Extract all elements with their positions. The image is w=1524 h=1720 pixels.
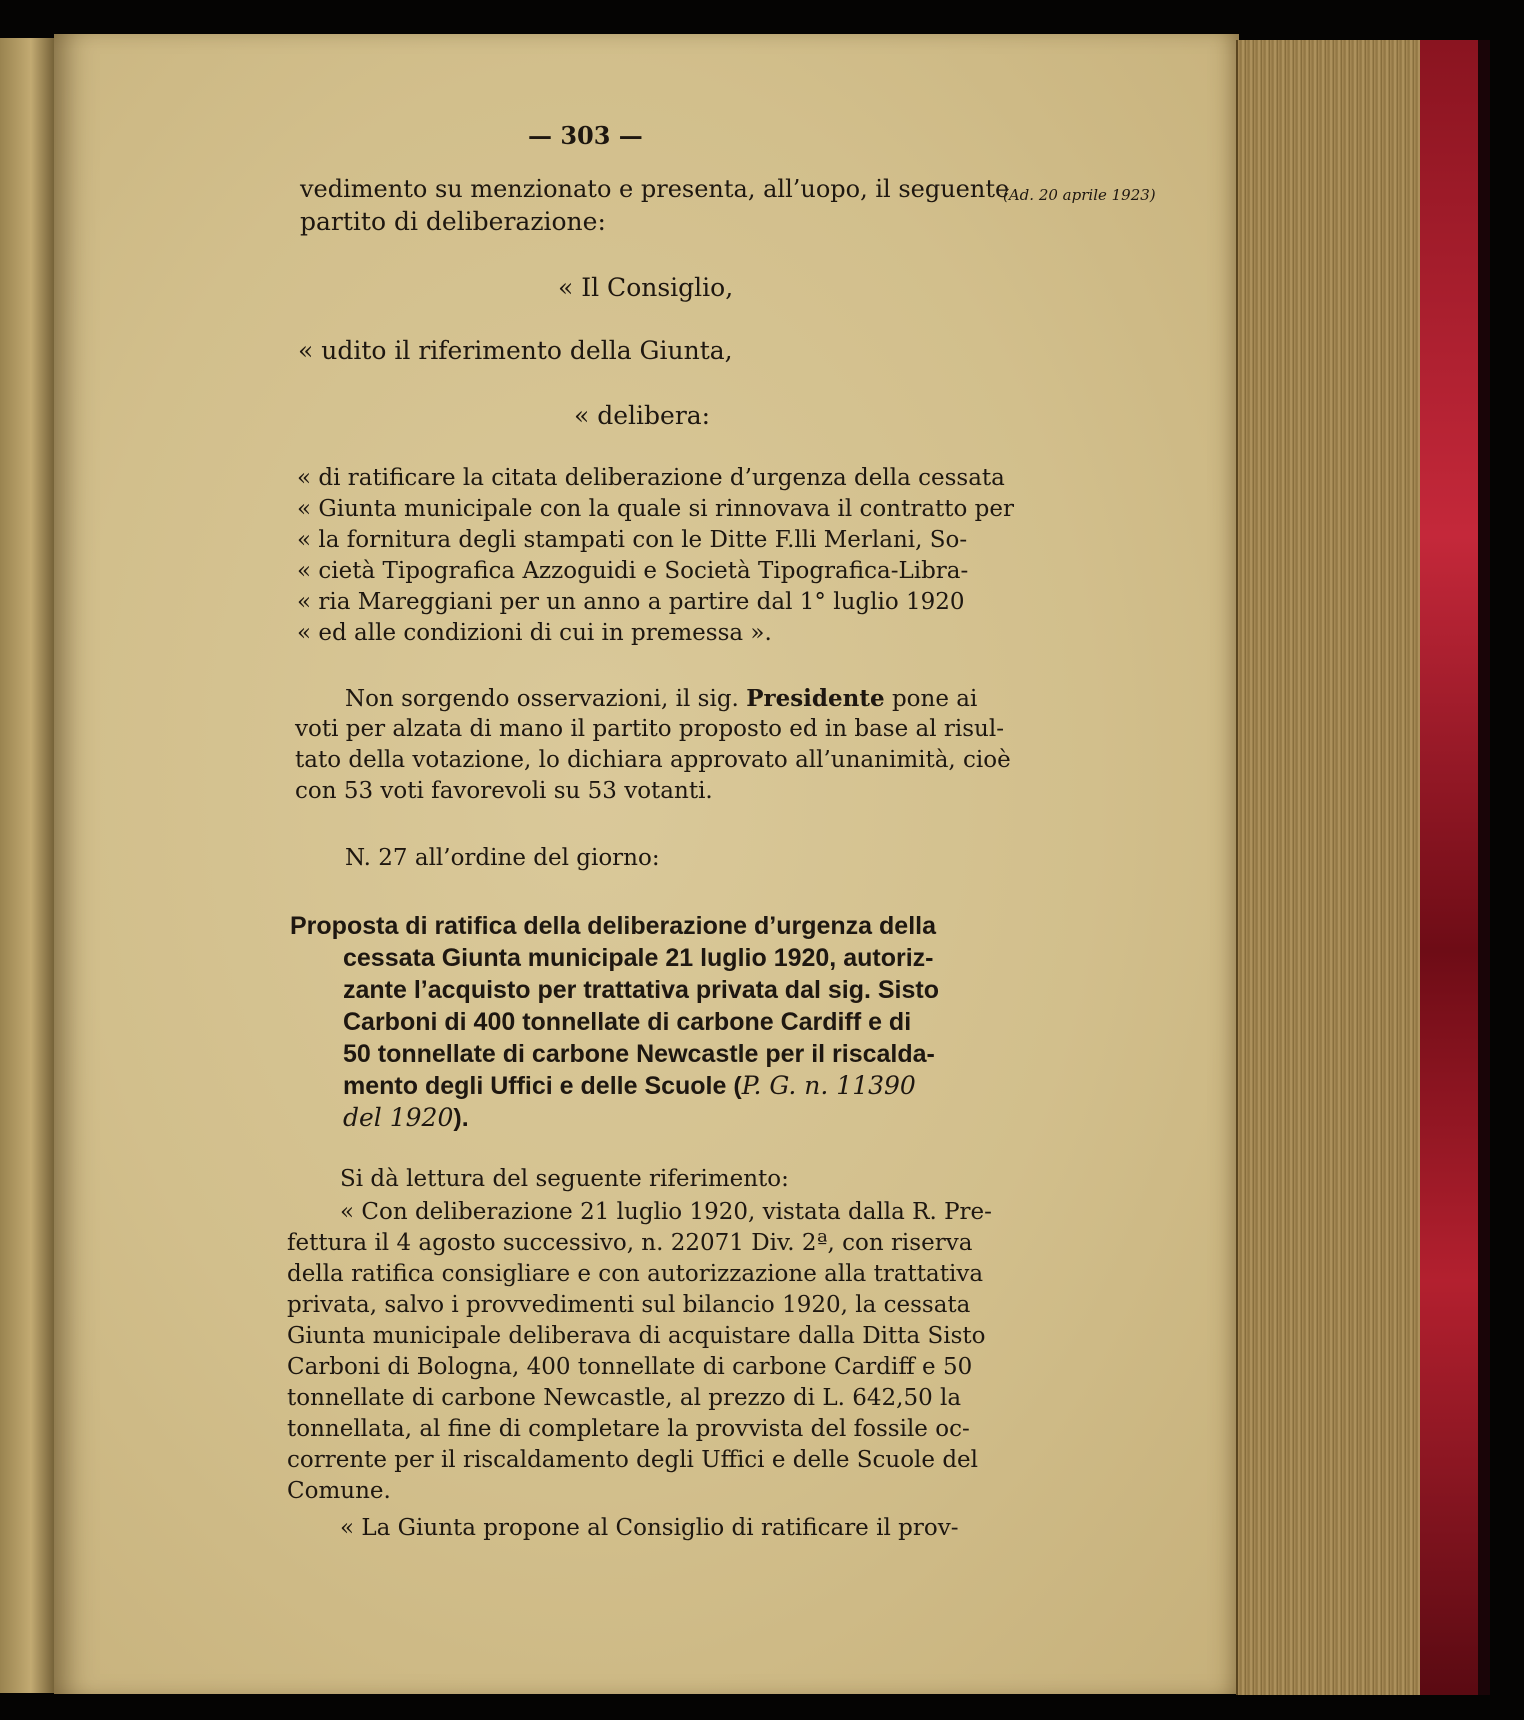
text-span: Non sorgendo osservazioni, il sig. [345,686,739,712]
text-line: vedimento su menzionato e presenta, all’uopo, il seguente [300,175,1010,203]
item-heading: Proposta di ratifica della deliberazione d’urgenza della [290,912,936,940]
margin-note: (Ad. 20 aprile 1923) [1003,186,1156,204]
text-span: mento degli Uffici e delle Scuole ( [343,1072,742,1100]
text-line: fettura il 4 agosto successivo, n. 22071 Div. 2ª, con riserva [287,1230,973,1256]
text-line: Si dà lettura del seguente riferimento: [340,1166,789,1192]
text-line: « Giunta municipale con la quale si rinnovava il contratto per [297,496,1015,522]
text-line: « Il Consiglio, [558,273,734,302]
presidente-label: Presidente [746,685,885,712]
text-line: « di ratificare la citata deliberazione d’urgenza della cessata [297,465,1005,491]
item-heading: cessata Giunta municipale 21 luglio 1920, autoriz- [343,944,934,972]
text-line: « delibera: [574,401,711,430]
protocol-ref: P. G. n. 11390 [741,1071,916,1100]
page-number: — 303 — [528,121,643,150]
item-heading [343,1070,916,1102]
text-line: partito di deliberazione: [300,207,606,236]
left-page-edge [0,38,56,1693]
text-line: privata, salvo i provvedimenti sul bilancio 1920, la cessata [287,1292,971,1318]
page-edges [1236,40,1438,1695]
item-heading [343,1102,469,1134]
text-line: con 53 voti favorevoli su 53 votanti. [295,778,713,804]
text-line: « udito il riferimento della Giunta, [298,336,733,365]
item-heading: Carboni di 400 tonnellate di carbone Cardiff e di [343,1008,912,1036]
text-line: « ed alle condizioni di cui in premessa ». [297,620,772,646]
item-heading: 50 tonnellate di carbone Newcastle per il riscalda- [343,1040,935,1068]
text-span: ). [453,1104,469,1132]
text-line: tonnellate di carbone Newcastle, al prezzo di L. 642,50 la [287,1385,962,1411]
text-line: « la fornitura degli stampati con le Ditte F.lli Merlani, So- [297,527,968,553]
text-line: tonnellata, al fine di completare la provvista del fossile oc- [287,1416,970,1442]
protocol-year: del 1920 [343,1103,454,1132]
agenda-item: N. 27 all’ordine del giorno: [345,845,660,871]
text-line: « ria Mareggiani per un anno a partire dal 1° luglio 1920 [297,589,965,615]
text-line: « cietà Tipografica Azzoguidi e Società Tipografica-Libra- [297,558,969,584]
text-line: Carboni di Bologna, 400 tonnellate di carbone Cardiff e 50 [287,1354,973,1380]
text-span: pone ai [891,686,978,712]
text-line: Comune. [287,1478,391,1504]
book-cover [1420,40,1484,1695]
text-line: Giunta municipale deliberava di acquistare dalla Ditta Sisto [287,1323,986,1349]
cover-edge [1478,40,1490,1695]
item-heading: zante l’acquisto per trattativa privata dal sig. Sisto [343,976,939,1004]
text-line: « La Giunta propone al Consiglio di ratificare il prov- [340,1515,959,1541]
text-line: voti per alzata di mano il partito proposto ed in base al risul- [295,716,1004,742]
text-line: « Con deliberazione 21 luglio 1920, vistata dalla R. Pre- [340,1199,992,1225]
text-line [345,683,977,715]
text-line: corrente per il riscaldamento degli Uffici e delle Scuole del [287,1447,979,1473]
text-line: della ratifica consigliare e con autorizzazione alla trattativa [287,1261,984,1287]
text-line: tato della votazione, lo dichiara approvato all’unanimità, cioè [295,747,1011,773]
